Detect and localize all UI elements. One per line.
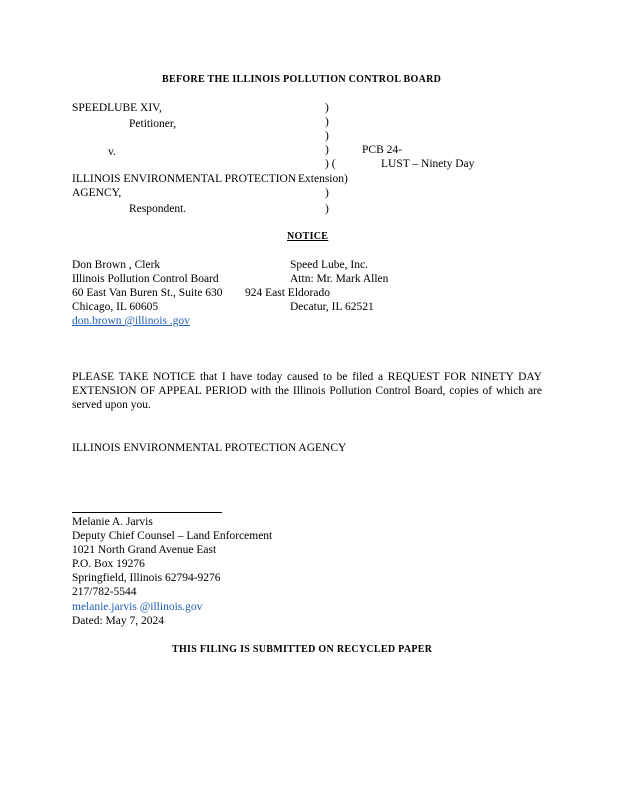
signer-address: 1021 North Grand Avenue East [72, 544, 217, 556]
signature-line [72, 512, 222, 513]
service-right-line: Attn: Mr. Mark Allen [290, 273, 389, 285]
respondent-role: Respondent. [129, 203, 187, 215]
caption-paren: ) [325, 116, 329, 128]
signer-phone: 217/782-5544 [72, 586, 137, 598]
caption-paren: ) [325, 130, 329, 142]
notice-paragraph: PLEASE TAKE NOTICE that I have today caused to be filed a REQUEST FOR NINETY DAY EXTENSION OF APPEAL PERIOD with the Illinois Pollution Control Board, copies of which are served upon you. [72, 371, 542, 411]
signer-email-link[interactable]: melanie.jarvis @illinois.gov [72, 601, 203, 613]
clerk-email-link[interactable]: don.brown @illinois .gov [72, 315, 190, 327]
service-right-line: 924 East Eldorado [245, 287, 330, 299]
petitioner-name: SPEEDLUBE XIV, [72, 102, 162, 114]
service-right-line: Decatur, IL 62521 [290, 301, 374, 313]
service-left-line: Illinois Pollution Control Board [72, 273, 219, 285]
caption-paren-open: ) ( [325, 158, 336, 170]
document-heading: BEFORE THE ILLINOIS POLLUTION CONTROL BOARD [162, 74, 442, 85]
notice-title: NOTICE [287, 231, 329, 242]
signer-name: Melanie A. Jarvis [72, 516, 153, 528]
case-type-cont: Extension) [298, 173, 348, 185]
versus-label: v. [108, 146, 116, 158]
case-type: LUST – Ninety Day [381, 158, 475, 170]
footer-note: THIS FILING IS SUBMITTED ON RECYCLED PAPER [172, 644, 433, 655]
caption-paren: ) [325, 203, 329, 215]
signer-address: Springfield, Illinois 62794-9276 [72, 572, 221, 584]
case-number: PCB 24- [362, 144, 402, 156]
service-left-line: Don Brown , Clerk [72, 259, 161, 271]
agency-name: ILLINOIS ENVIRONMENTAL PROTECTION AGENCY [72, 442, 347, 454]
signer-address: P.O. Box 19276 [72, 558, 145, 570]
caption-paren: ) [325, 144, 329, 156]
petitioner-role: Petitioner, [129, 118, 177, 130]
service-left-line: Chicago, IL 60605 [72, 301, 159, 313]
caption-paren: ) [325, 102, 329, 114]
caption-paren: ) [325, 187, 329, 199]
signed-date: Dated: May 7, 2024 [72, 615, 164, 627]
service-left-line: 60 East Van Buren St., Suite 630 [72, 287, 223, 299]
signer-title: Deputy Chief Counsel – Land Enforcement [72, 530, 273, 542]
respondent-name-line1: ILLINOIS ENVIRONMENTAL PROTECTION [72, 173, 297, 185]
service-right-line: Speed Lube, Inc. [290, 259, 368, 271]
respondent-name-line2: AGENCY, [72, 187, 122, 199]
